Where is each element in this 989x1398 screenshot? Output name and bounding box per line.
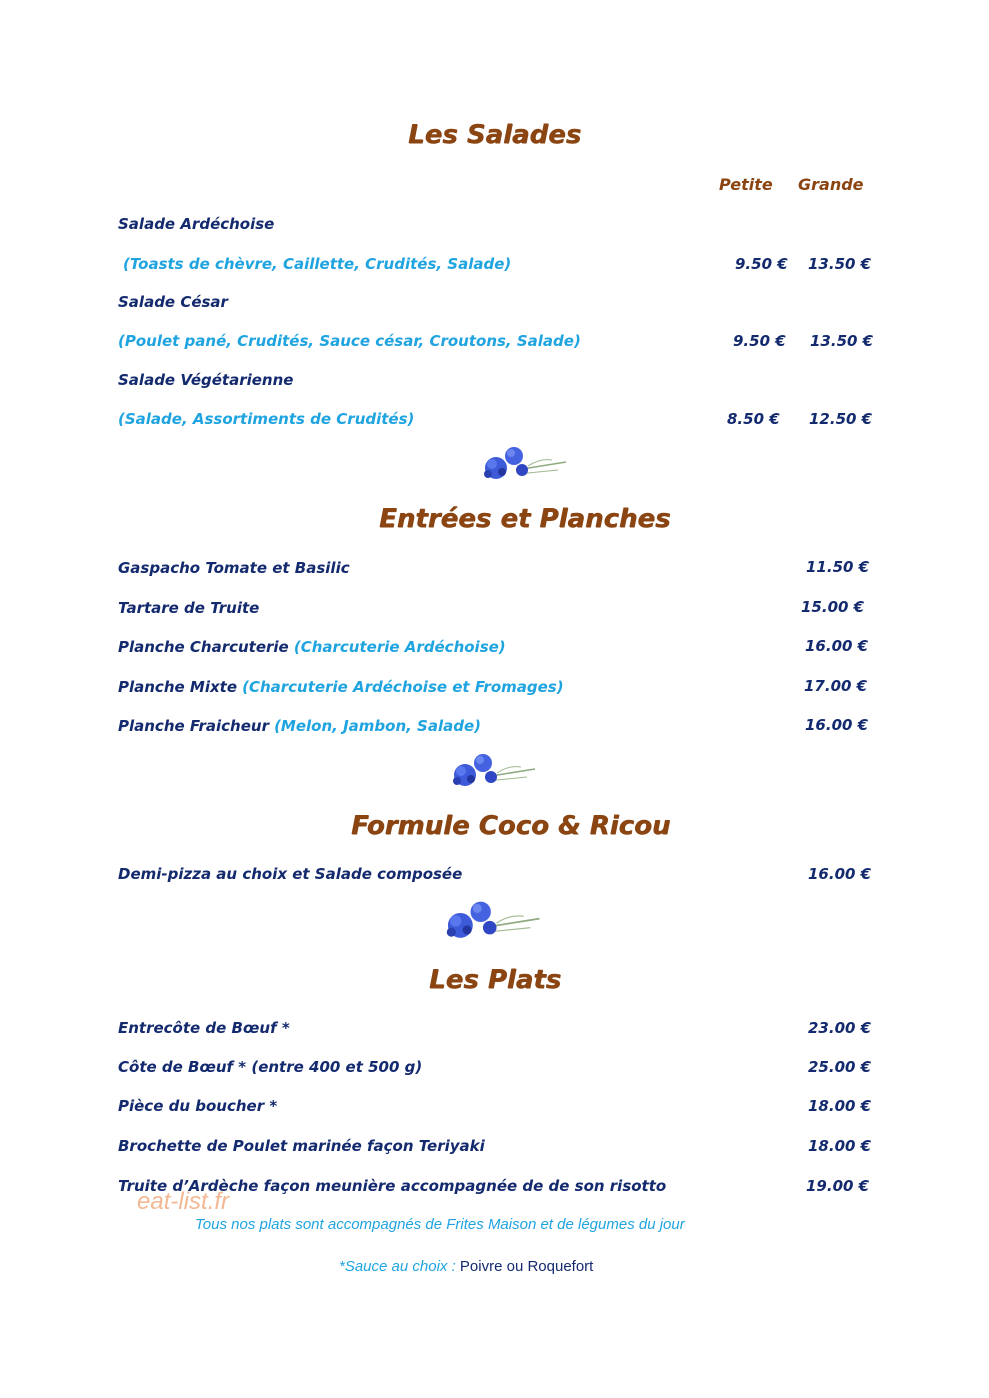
entree-tartare [118,598,259,617]
formule-item-price: 16.00 € [808,865,872,883]
section-title-entrees: Entrées et Planches [379,504,671,534]
plat-brochette-name: Brochette de Poulet marinée façon Teriyaki [118,1137,485,1155]
salade-cesar-desc: (Poulet pané, Crudités, Sauce césar, Croutons, Salade) [118,332,581,350]
salade-vegetarienne-desc: (Salade, Assortiments de Crudités) [118,410,415,428]
plat-cote-de-boeuf-price: 25.00 € [808,1058,872,1076]
entree-planche-fraicheur-name: Planche Fraicheur [118,717,269,735]
section-title-plats: Les Plats [429,965,562,995]
entree-planche-charcuterie-name: Planche Charcuterie [118,638,289,656]
entree-gaspacho [118,558,350,577]
entree-planche-mixte-desc: (Charcuterie Ardéchoise et Fromages) [242,678,564,696]
cornflower-icon [440,898,544,946]
cornflower-icon [478,444,570,486]
plat-entrecote-name: Entrecôte de Bœuf * [118,1019,290,1037]
salade-cesar-grande-price: 13.50 € [810,332,874,350]
plat-brochette-price: 18.00 € [808,1137,872,1155]
entree-gaspacho-price: 11.50 € [806,558,870,576]
entree-planche-charcuterie [118,637,506,656]
plat-truite-name: Truite d’Ardèche façon meunière accompagnée de de son risotto [118,1177,667,1195]
entree-planche-fraicheur [118,716,481,735]
note-accompagnement: Tous nos plats sont accompagnés de Frites Maison et de légumes du jour [195,1216,685,1233]
column-header-grande: Grande [798,175,864,194]
cornflower-icon [447,751,539,793]
salade-ardechoise-grande-price: 13.50 € [808,255,872,273]
entree-tartare-price: 15.00 € [801,598,865,616]
note-sauce-label: *Sauce au choix : [339,1258,456,1275]
entree-gaspacho-name: Gaspacho Tomate et Basilic [118,559,350,577]
entree-planche-fraicheur-desc: (Melon, Jambon, Salade) [274,717,482,735]
section-title-salades: Les Salades [408,120,582,150]
plat-entrecote-price: 23.00 € [808,1019,872,1037]
entree-planche-mixte-price: 17.00 € [804,677,868,695]
salade-vegetarienne-petite-price: 8.50 € [727,410,780,428]
watermark: eat-list.fr [137,1188,230,1215]
entree-planche-mixte-name: Planche Mixte [118,678,237,696]
plat-truite-price: 19.00 € [806,1177,870,1195]
entree-planche-charcuterie-price: 16.00 € [805,637,869,655]
salade-cesar-petite-price: 9.50 € [733,332,786,350]
entree-planche-mixte [118,677,564,696]
salade-vegetarienne-grande-price: 12.50 € [809,410,873,428]
plat-cote-de-boeuf-name: Côte de Bœuf * (entre 400 et 500 g) [118,1058,423,1076]
plat-piece-du-boucher-price: 18.00 € [808,1097,872,1115]
note-sauce-value: Poivre ou Roquefort [455,1258,594,1275]
column-header-petite: Petite [719,175,773,194]
plat-piece-du-boucher-name: Pièce du boucher * [118,1097,278,1115]
salade-ardechoise-desc: (Toasts de chèvre, Caillette, Crudités, Salade) [123,255,512,273]
entree-planche-charcuterie-desc: (Charcuterie Ardéchoise) [293,638,506,656]
note-sauce [339,1256,593,1275]
formule-item-name: Demi-pizza au choix et Salade composée [118,865,463,883]
section-title-formule: Formule Coco & Ricou [351,811,671,841]
salade-cesar-name: Salade César [118,293,228,311]
entree-tartare-name: Tartare de Truite [118,599,260,617]
salade-ardechoise-name: Salade Ardéchoise [118,215,275,233]
salade-ardechoise-petite-price: 9.50 € [735,255,788,273]
salade-vegetarienne-name: Salade Végétarienne [118,371,294,389]
entree-planche-fraicheur-price: 16.00 € [805,716,869,734]
